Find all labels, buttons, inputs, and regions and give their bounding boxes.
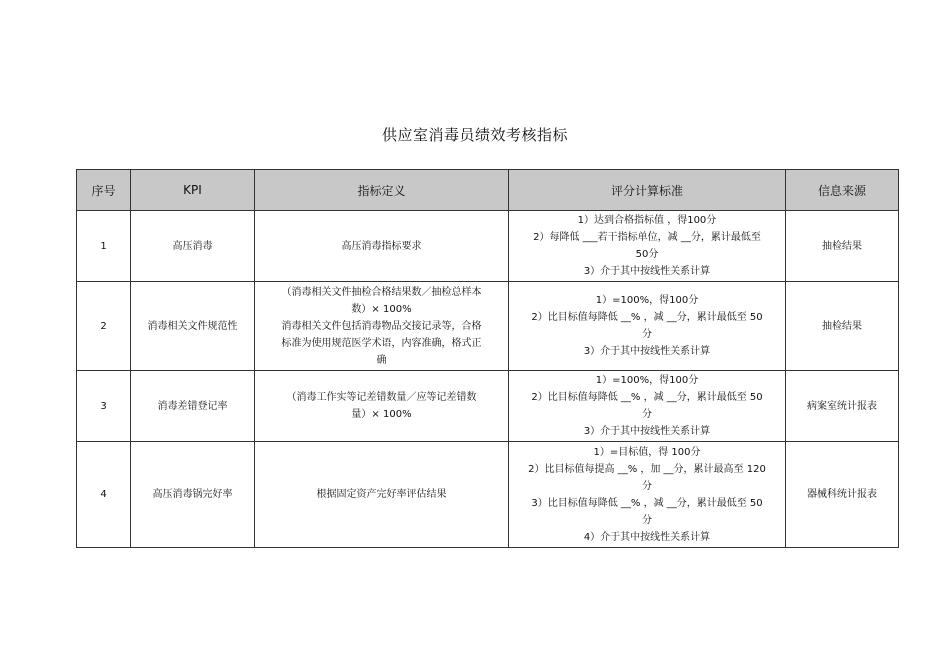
criteria-line: 分 [642,480,652,492]
header-source: 信息来源 [786,170,899,211]
row-kpi: 消毒相关文件规范性 [131,282,255,371]
row-criteria [509,211,786,282]
row-index: 3 [77,371,131,442]
criteria-line: 1）达到合格指标值 ，得100分 [577,215,717,226]
table-row [77,371,899,442]
criteria-line: 分 [642,514,652,526]
criteria-line: 3）介于其中按线性关系计算 [583,346,711,357]
criteria-line: 3）介于其中按线性关系计算 [583,426,711,437]
criteria-line: 50分 [635,249,659,260]
definition-line: 高压消毒指标要求 [341,240,422,252]
definition-line: 数）× 100% [351,303,412,315]
table-row [77,282,899,371]
row-index: 2 [77,282,131,371]
kpi-table [76,169,899,548]
document-title: 供应室消毒员绩效考核指标 [381,126,568,144]
row-criteria [509,442,786,548]
header-definition: 指标定义 [255,170,509,211]
table-header-row [77,170,899,211]
row-definition [255,211,509,282]
criteria-line: 3）介于其中按线性关系计算 [583,266,711,277]
row-definition [255,371,509,442]
criteria-line: 2）比目标值每降低 __% ，减 __分，累计最低至 50 [531,392,763,403]
row-index: 1 [77,211,131,282]
row-index: 4 [77,442,131,548]
table-row [77,442,899,548]
definition-line: 根据固定资产完好率评估结果 [316,489,447,500]
row-definition [255,282,509,371]
row-source: 抽检结果 [786,211,899,282]
criteria-line: 3）比目标值每降低 __% ，减 __分，累计最低至 50 [531,497,763,509]
criteria-line: 2）每降低 ___若干指标单位，减 __分，累计最低至 [533,232,761,243]
criteria-line: 4）介于其中按线性关系计算 [583,531,711,543]
definition-line: （消毒相关文件抽检合格结果数／抽检总样本 [281,286,482,298]
definition-line: 标准为使用规范医学术语，内容准确，格式正 [281,337,482,349]
criteria-line: 1）=100%，得100分 [595,375,699,386]
criteria-line: 分 [642,409,652,420]
table-row [77,211,899,282]
header-criteria: 评分计算标准 [509,170,786,211]
definition-line: 消毒相关文件包括消毒物品交接记录等，合格 [281,320,482,332]
row-source: 器械科统计报表 [786,442,899,548]
row-kpi: 高压消毒 [131,211,255,282]
criteria-line: 分 [642,329,652,340]
criteria-line: 1）=100%，得100分 [595,295,699,306]
row-source: 抽检结果 [786,282,899,371]
definition-line: 量）× 100% [351,409,412,420]
row-kpi: 高压消毒锅完好率 [131,442,255,548]
criteria-line: 2）比目标值每降低 __% ，减 __分，累计最低至 50 [531,312,763,323]
header-index: 序号 [77,170,131,211]
row-criteria [509,282,786,371]
definition-line: （消毒工作实等记差错数量／应等记差错数 [286,392,477,403]
criteria-line: 2）比目标值每提高 __% ，加 __分，累计最高至 120 [528,463,766,475]
row-kpi: 消毒差错登记率 [131,371,255,442]
criteria-line: 1）=目标值，得 100分 [593,446,701,458]
definition-line: 确 [376,354,387,366]
header-kpi: KPI [131,170,255,211]
row-definition [255,442,509,548]
row-source: 病案室统计报表 [786,371,899,442]
row-criteria [509,371,786,442]
